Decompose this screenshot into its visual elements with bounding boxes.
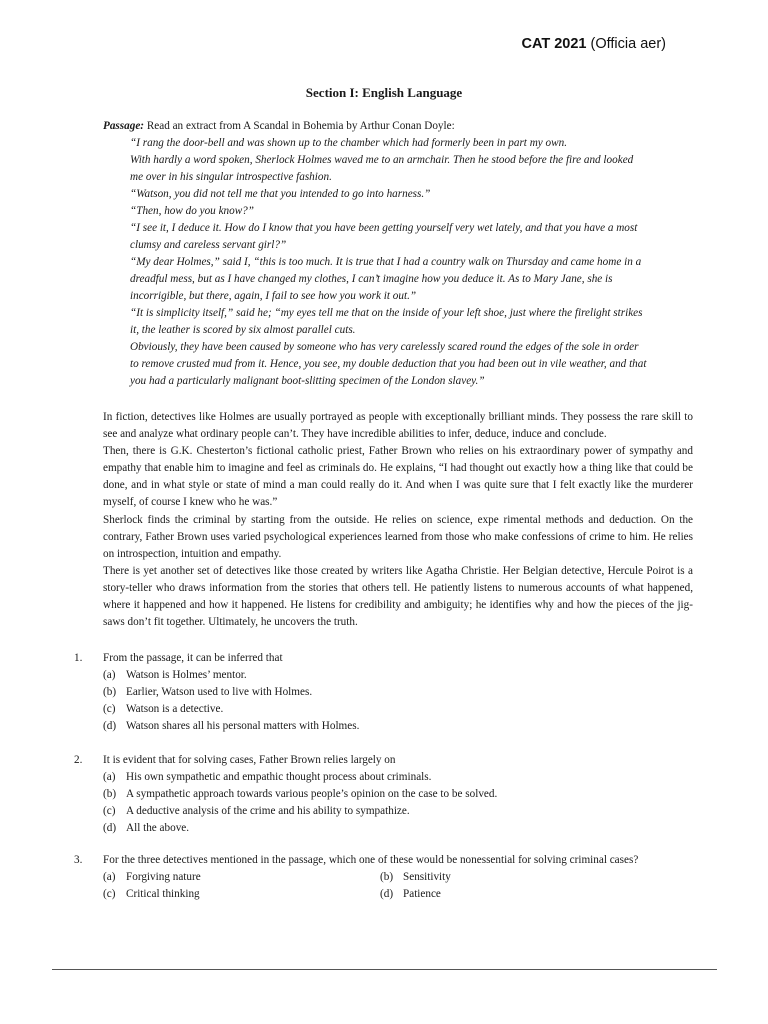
passage-label: Passage:	[103, 120, 145, 132]
page-header	[521, 36, 666, 52]
question-number: 2.	[74, 754, 83, 766]
option-d[interactable]: (d) Watson shares all his personal matters with Holmes.	[103, 720, 360, 732]
passage-line: me over in his singular introspective fashion.	[130, 171, 332, 183]
question-1	[74, 650, 714, 735]
passage-line: With hardly a word spoken, Sherlock Holmes waved me to an armchair. Then he stood before the fire and looked	[130, 154, 634, 166]
question-text: It is evident that for solving cases, Father Brown relies largely on	[103, 754, 396, 766]
options-grid	[103, 869, 714, 903]
passage-line: Obviously, they have been caused by someone who has very carelessly scared round the edges of the sole in order	[130, 341, 639, 353]
passage-block	[103, 118, 693, 390]
body-text	[103, 409, 693, 631]
passage-line: incorrigible, but there, again, I fail to see how you work it out.”	[130, 290, 417, 302]
option-b[interactable]: (b) A sympathetic approach towards various people’s opinion on the case to be solved.	[103, 788, 498, 800]
passage-line: “I see it, I deduce it. How do I know that you have been getting yourself very wet lately, and that you have a most	[130, 222, 638, 234]
passage-intro-text: Read an extract from A Scandal in Bohemia by Arthur Conan Doyle:	[144, 120, 455, 132]
option-a[interactable]: (a) His own sympathetic and empathic thought process about criminals.	[103, 771, 432, 783]
passage-line: “My dear Holmes,” said I, “this is too much. It is true that I had a country walk on Thursday and came home in a	[130, 256, 642, 268]
option-b[interactable]: (b) Sensitivity	[380, 871, 451, 883]
passage-line: “Then, how do you know?”	[130, 205, 255, 217]
question-2	[74, 752, 714, 837]
passage-line: you had a particularly malignant boot-slitting specimen of the London slavey.”	[130, 375, 485, 387]
option-a[interactable]: (a) Forgiving nature	[103, 871, 201, 883]
option-d[interactable]: (d) All the above.	[103, 822, 190, 834]
questions	[74, 650, 714, 903]
body-paragraph: Then, there is G.K. Chesterton’s fictional catholic priest, Father Brown who relies on his extraordinary power of sympathy and empathy that enable him to imagine and feel as criminals do. He explains, “I had thought out exactly how a thing like that could be done, and in what style or state of mind a man could really do it. And when I was quite sure that I felt exactly like the murderer myself, of course I knew who he was.”	[103, 445, 693, 509]
question-text: For the three detectives mentioned in the passage, which one of these would be nonessential for solving criminal cases?	[103, 854, 639, 866]
paper-label: (Officia aer)	[590, 36, 666, 52]
passage-line: “It is simplicity itself,” said he; “my eyes tell me that on the inside of your left shoe, just where the firelight strikes	[130, 307, 643, 319]
passage-line: dreadful mess, but as I have changed my clothes, I can’t imagine how you deduce it. As to Mary Jane, she is	[130, 273, 613, 285]
body-paragraph: There is yet another set of detectives like those created by writers like Agatha Christie. Her Belgian detective, Hercule Poirot is a story-teller who draws information from the stories that others tell. He patiently listens to numerous accounts of what happened, where it happened and how it happened. He listens for credibility and ambiguity; he identifies why and how the pieces of the jig-saws don’t fit together. Ultimately, he uncovers the truth.	[103, 564, 693, 629]
question-3	[74, 852, 714, 903]
exam-name: CAT 2021	[521, 36, 587, 52]
passage-line: “Watson, you did not tell me that you intended to go into harness.”	[130, 188, 431, 200]
option-c[interactable]: (c) Critical thinking	[103, 888, 200, 900]
body-paragraph: Sherlock finds the criminal by starting from the outside. He relies on science, expe rimental methods and deduction. On the contrary, Father Brown uses varied psychological experiences learned from those who make confessions of crime to him. He relies on introspection, intuition and empathy.	[103, 513, 693, 560]
option-c[interactable]: (c) Watson is a detective.	[103, 703, 224, 715]
section-title: Section I: English Language	[305, 85, 463, 100]
passage-line: it, the leather is scored by six almost parallel cuts.	[130, 324, 356, 336]
body-paragraph: In fiction, detectives like Holmes are usually portrayed as people with exceptionally brilliant minds. They possess the rare skill to see and analyze what ordinary people can’t. They have incredible abilities to infer, deduce, induce and conclude.	[103, 411, 693, 441]
option-c[interactable]: (c) A deductive analysis of the crime and his ability to sympathize.	[103, 805, 410, 817]
passage-intro	[103, 118, 693, 135]
question-number: 3.	[74, 854, 83, 866]
option-d[interactable]: (d) Patience	[380, 888, 441, 900]
passage-line: clumsy and careless servant girl?”	[130, 239, 287, 251]
question-text: From the passage, it can be inferred that	[103, 652, 283, 664]
option-b[interactable]: (b) Earlier, Watson used to live with Holmes.	[103, 686, 313, 698]
passage-line: to remove crusted mud from it. Hence, you see, my double deduction that you had been out in vile weather, and that	[130, 358, 647, 370]
question-number: 1.	[74, 652, 83, 664]
passage-line: “I rang the door-bell and was shown up to the chamber which had formerly been in part my own.	[130, 137, 567, 149]
option-a[interactable]: (a) Watson is Holmes’ mentor.	[103, 669, 247, 681]
footer-divider	[52, 969, 717, 970]
